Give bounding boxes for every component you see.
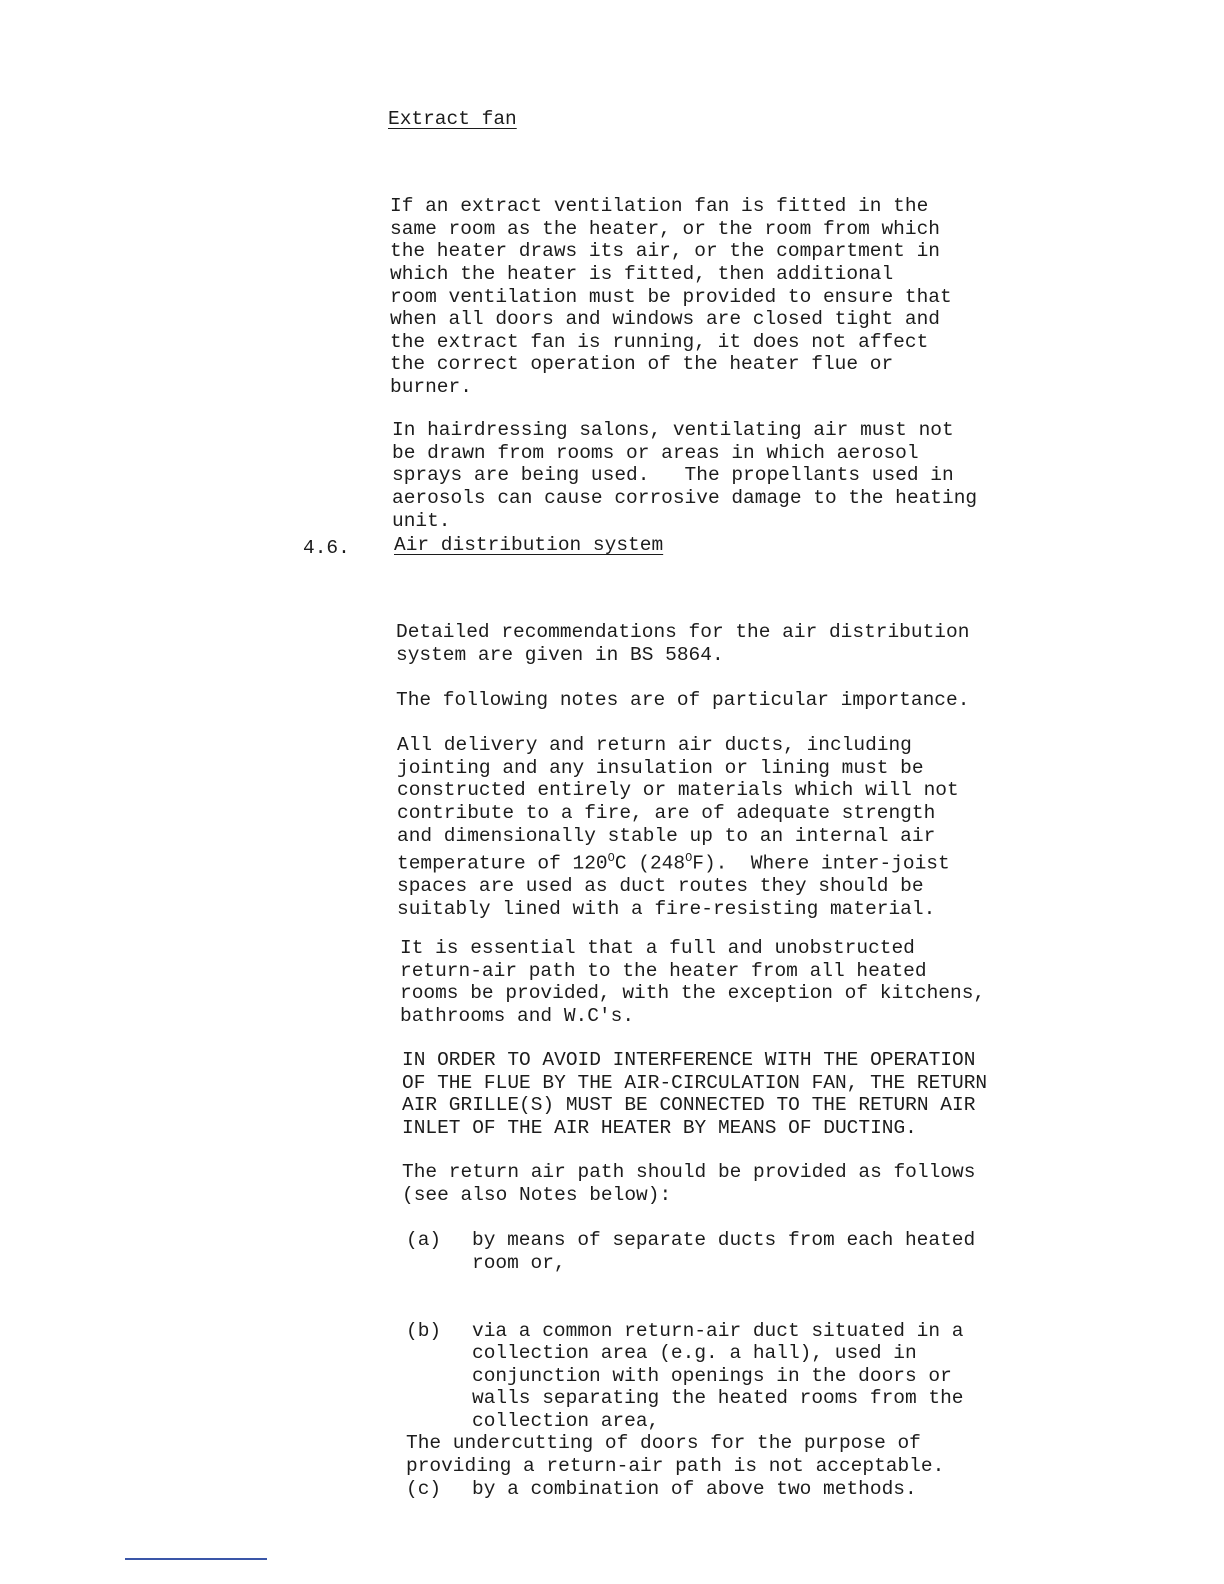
text-line: be drawn from rooms or areas in which aerosol — [392, 441, 919, 464]
degree-superscript: O — [607, 851, 615, 866]
extract-fan-heading: Extract fan — [388, 108, 517, 130]
temperature-line — [397, 847, 959, 875]
text-line: jointing and any insulation or lining must be — [397, 756, 924, 779]
section-number: 4.6. — [303, 537, 350, 559]
text-line: sprays are being used. The propellants used in — [392, 464, 954, 487]
text-line: the heater draws its air, or the compartment in — [390, 240, 940, 263]
text-line: bathrooms and W.C's. — [400, 1004, 635, 1027]
text-line: and dimensionally stable up to an internal air — [397, 824, 936, 847]
list-item-text: by means of separate ducts from each heated — [472, 1229, 976, 1252]
text-line: OF THE FLUE BY THE AIR-CIRCULATION FAN, THE RETURN — [402, 1071, 988, 1094]
text-line: aerosols can cause corrosive damage to the heating — [392, 486, 978, 509]
text-line: return-air path to the heater from all heated — [400, 959, 927, 982]
text-line: In hairdressing salons, ventilating air must not — [392, 419, 954, 442]
list-item-text: collection area, — [472, 1409, 660, 1432]
list-item-label: (b) — [406, 1319, 442, 1342]
list-item-text: walls separating the heated rooms from the — [472, 1387, 964, 1410]
temp-text-mid: C (248 — [614, 852, 686, 875]
air-paragraph-7 — [406, 1387, 944, 1523]
text-line: which the heater is fitted, then additional — [390, 262, 894, 285]
list-item-text: by a combination of above two methods. — [472, 1477, 917, 1500]
list-item-label: (a) — [406, 1229, 442, 1252]
temp-text-before: temperature of 120 — [397, 852, 608, 875]
text-line: The return air path should be provided as follows — [402, 1161, 976, 1184]
text-line: burner. — [390, 375, 472, 398]
text-line: All delivery and return air ducts, including — [397, 734, 912, 757]
list-item-text: conjunction with openings in the doors or — [472, 1364, 952, 1387]
text-line: same room as the heater, or the room from which — [390, 217, 940, 240]
text-line: providing a return-air path is not acceptable. — [406, 1454, 945, 1477]
air-distribution-heading: Air distribution system — [394, 534, 664, 556]
text-line: the extract fan is running, it does not affect — [390, 330, 929, 353]
text-line: INLET OF THE AIR HEATER BY MEANS OF DUCTING. — [402, 1116, 917, 1139]
list-item — [406, 1320, 975, 1343]
text-line: IN ORDER TO AVOID INTERFERENCE WITH THE OPERATION — [402, 1049, 976, 1072]
temp-text-after: F). Where inter-joist — [692, 852, 950, 875]
text-line: contribute to a fire, are of adequate strength — [397, 801, 936, 824]
list-item-text: room or, — [472, 1251, 566, 1274]
text-line: The undercutting of doors for the purpose of — [406, 1432, 921, 1455]
text-line: room ventilation must be provided to ensure that — [390, 285, 952, 308]
text-line: system are given in BS 5864. — [396, 643, 724, 666]
text-line: It is essential that a full and unobstructed — [400, 937, 915, 960]
text-line: suitably lined with a fire-resisting material. — [397, 897, 936, 920]
text-line: the correct operation of the heater flue or — [390, 353, 894, 376]
text-line: Detailed recommendations for the air distribution — [396, 621, 970, 644]
text-line: rooms be provided, with the exception of kitchens, — [400, 982, 986, 1005]
text-line: The following notes are of particular importance. — [396, 689, 970, 712]
footer-rule — [125, 1558, 267, 1560]
text-line: unit. — [392, 509, 451, 532]
list-item-text: collection area (e.g. a hall), used in — [472, 1342, 917, 1365]
list-item-text: via a common return-air duct situated in a — [472, 1319, 964, 1342]
text-line: If an extract ventilation fan is fitted in the — [390, 195, 929, 218]
list-item — [406, 1229, 975, 1252]
text-line: AIR GRILLE(S) MUST BE CONNECTED TO THE RETURN AIR — [402, 1094, 976, 1117]
text-line: spaces are used as duct routes they should be — [397, 875, 924, 898]
text-line: when all doors and windows are closed tight and — [390, 308, 940, 331]
degree-superscript: O — [685, 851, 693, 866]
text-line: (see also Notes below): — [402, 1183, 672, 1206]
text-line: constructed entirely or materials which will not — [397, 779, 959, 802]
list-item-label: (c) — [406, 1477, 442, 1500]
